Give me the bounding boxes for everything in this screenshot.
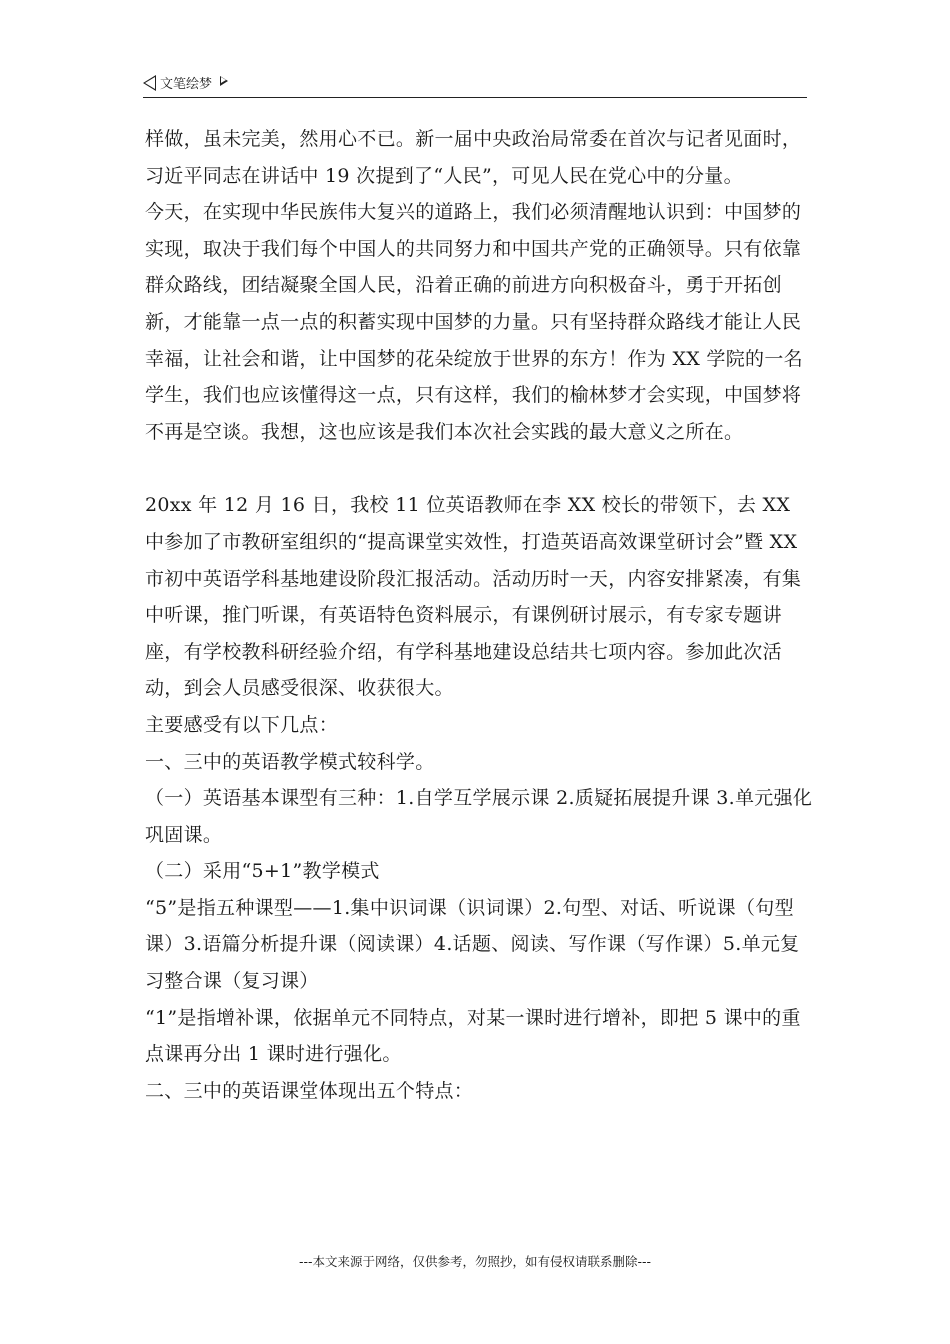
left-triangle-icon (143, 75, 156, 91)
paragraph-gap (145, 450, 815, 487)
page-footer-notice: ---本文来源于网络，仅供参考，勿照抄，如有侵权请联系删除--- (298, 1254, 652, 1269)
page-header (143, 73, 807, 98)
paragraph: “5”是指五种课型——1.集中识词课（识词课）2.句型、对话、听说课（句型课）3.语篇分析提升课（阅读课）4.话题、阅读、写作课（写作课）5.单元复习整合课（复习课） (145, 896, 800, 993)
paragraph: 20xx 年 12 月 16 日，我校 11 位英语教师在李 XX 校长的带领下，去 XX 中参加了市教研室组织的“提高课堂实效性，打造英语高效课堂研讨会”暨 XX 市初中英语学科基地建设阶段汇报活动。活动历时一天，内容安排紧凑，有集中听课，推门听课，有英语特色资料展示，有课例研讨展示，有专家专题讲座，有学校教科研经验介绍，有学科基地建设总结共七项内容。参加此次活动，到会人员感受很深、收获很大。 (145, 494, 802, 700)
paragraph: “1”是指增补课，依据单元不同特点，对某一课时进行增补，即把 5 课中的重点课再分出 1 课时进行强化。 (145, 1006, 801, 1066)
section-heading: 二、三中的英语课堂体现出五个特点： (145, 1079, 474, 1102)
header-brand-row (143, 73, 228, 92)
document-body (145, 121, 815, 1109)
section-heading: 一、三中的英语教学模式较科学。 (145, 750, 435, 773)
paragraph: 主要感受有以下几点： (145, 713, 339, 736)
right-triangle-icon (220, 76, 228, 86)
header-brand: 文笔绘梦 (160, 77, 213, 92)
paragraph: （二）采用“5+1”教学模式 (145, 860, 380, 883)
paragraph: 今天，在实现中华民族伟大复兴的道路上，我们必须清醒地认识到：中国梦的实现，取决于我们每个中国人的共同努力和中国共产党的正确领导。只有依靠群众路线，团结凝聚全国人民，沿着正确的前进方向积极奋斗，勇于开拓创新，才能靠一点一点的积蓄实现中国梦的力量。只有坚持群众路线才能让人民幸福，让社会和谐，让中国梦的花朵绽放于世界的东方！作为 XX 学院的一名学生，我们也应该懂得这一点，只有这样，我们的榆林梦才会实现，中国梦将不再是空谈。我想，这也应该是我们本次社会实践的最大意义之所在。 (145, 201, 803, 443)
paragraph: （一）英语基本课型有三种：1.自学互学展示课 2.质疑拓展提升课 3.单元强化巩固课。 (145, 787, 813, 846)
paragraph: 样做，虽未完美，然用心不已。新一届中央政治局常委在首次与记者见面时，习近平同志在讲话中 19 次提到了“人民”，可见人民在党心中的分量。 (145, 128, 802, 187)
